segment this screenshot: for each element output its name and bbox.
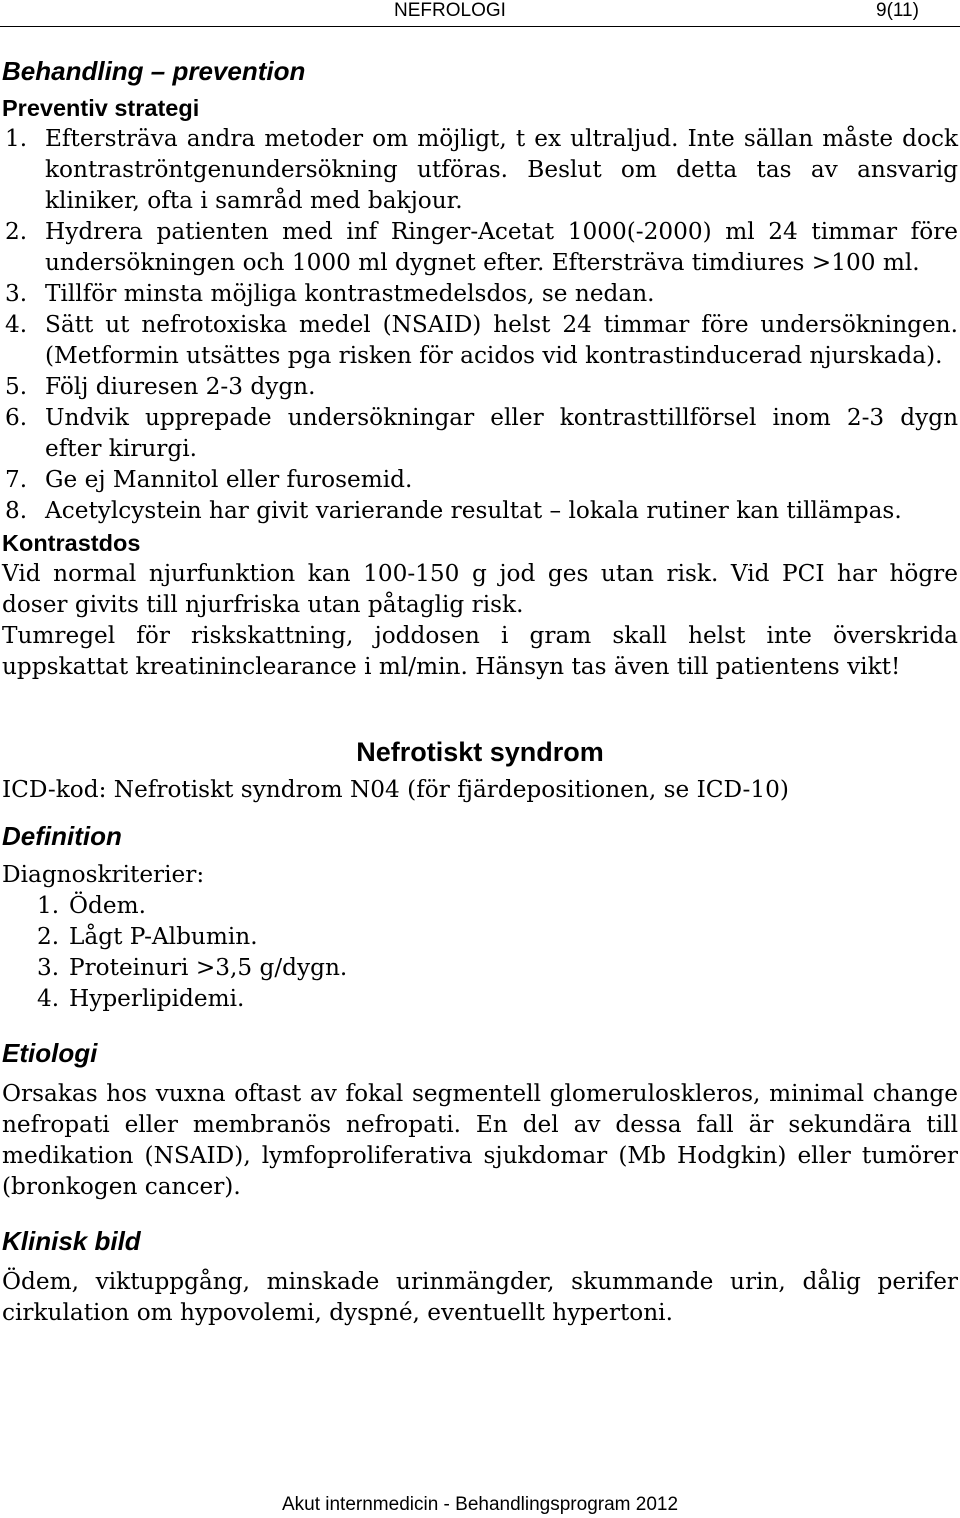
list-item: 2. Hydrera patienten med inf Ringer-Acetat 1000(-2000) ml 24 timmar före undersökningen och 1000 ml dygnet efter. Eftersträva timdiures >100 ml. [5, 218, 958, 276]
list-item: 3. Tillför minsta möjliga kontrastmedelsdos, se nedan. [5, 280, 655, 307]
icd-code-line: ICD-kod: Nefrotiskt syndrom N04 (för fjärdepositionen, se ICD-10) [2, 776, 789, 803]
prevention-list [2, 123, 958, 526]
header-title: NEFROLOGI [394, 0, 506, 21]
page-footer: Akut internmedicin - Behandlingsprogram 2012 [281, 1494, 679, 1515]
section-heading-prevention: Behandling – prevention [2, 56, 306, 86]
section-gap [2, 682, 958, 734]
list-item: 1. Ödem. [37, 892, 146, 919]
document-body [2, 54, 958, 1328]
section-heading-klinisk-bild: Klinisk bild [2, 1226, 141, 1256]
page-number: 9(11) [876, 0, 919, 21]
diagnostic-criteria-list [2, 890, 958, 1014]
diagnostic-criteria-intro: Diagnoskriterier: [2, 861, 205, 888]
subheading-preventiv-strategi: Preventiv strategi [2, 95, 200, 121]
etiologi-paragraph: Orsakas hos vuxna oftast av fokal segmentell glomeruloskleros, minimal change nefropati eller membranös nefropati. En del av dessa fall är sekundära till medikation (NSAID), lymfoproliferativa sjukdomar (Mb Hodgkin) eller tumörer (bronkogen cancer). [2, 1080, 958, 1200]
header-divider [0, 26, 960, 27]
section-heading-etiologi: Etiologi [2, 1038, 98, 1068]
section-title-nefrotiskt-syndrom: Nefrotiskt syndrom [356, 737, 604, 767]
list-item: 4. Sätt ut nefrotoxiska medel (NSAID) helst 24 timmar före undersökningen. (Metformin utsättes pga risken för acidos vid kontrastinducerad njurskada). [5, 311, 958, 369]
list-item: 5. Följ diuresen 2-3 dygn. [5, 373, 316, 400]
page-header [0, 0, 960, 26]
kontrastdos-rule-paragraph: Tumregel för riskskattning, joddosen i gram skall helst inte överskrida uppskattat kreatininclearance i ml/min. Hänsyn tas även till patientens vikt! [2, 622, 958, 680]
list-item: 2. Lågt P-Albumin. [37, 923, 258, 950]
list-item: 8. Acetylcystein har givit varierande resultat – lokala rutiner kan tillämpas. [5, 497, 902, 524]
subheading-kontrastdos: Kontrastdos [2, 530, 141, 556]
list-item: 7. Ge ej Mannitol eller furosemid. [5, 466, 413, 493]
section-heading-definition: Definition [2, 821, 122, 851]
list-item: 3. Proteinuri >3,5 g/dygn. [37, 954, 348, 981]
list-item: 1. Eftersträva andra metoder om möjligt, t ex ultraljud. Inte sällan måste dock kontraströntgenundersökning utföras. Beslut om detta tas av ansvarig kliniker, ofta i samråd med bakjour. [5, 125, 958, 214]
list-item: 6. Undvik upprepade undersökningar eller kontrasttillförsel inom 2-3 dygn efter kirurgi. [5, 404, 958, 462]
klinisk-bild-paragraph: Ödem, viktuppgång, minskade urinmängder, skummande urin, dålig perifer cirkulation om hypovolemi, dyspné, eventuellt hypertoni. [2, 1268, 958, 1326]
list-item: 4. Hyperlipidemi. [37, 985, 245, 1012]
kontrastdos-paragraph: Vid normal njurfunktion kan 100-150 g jod ges utan risk. Vid PCI har högre doser givits till njurfriska utan påtaglig risk. [2, 560, 958, 618]
